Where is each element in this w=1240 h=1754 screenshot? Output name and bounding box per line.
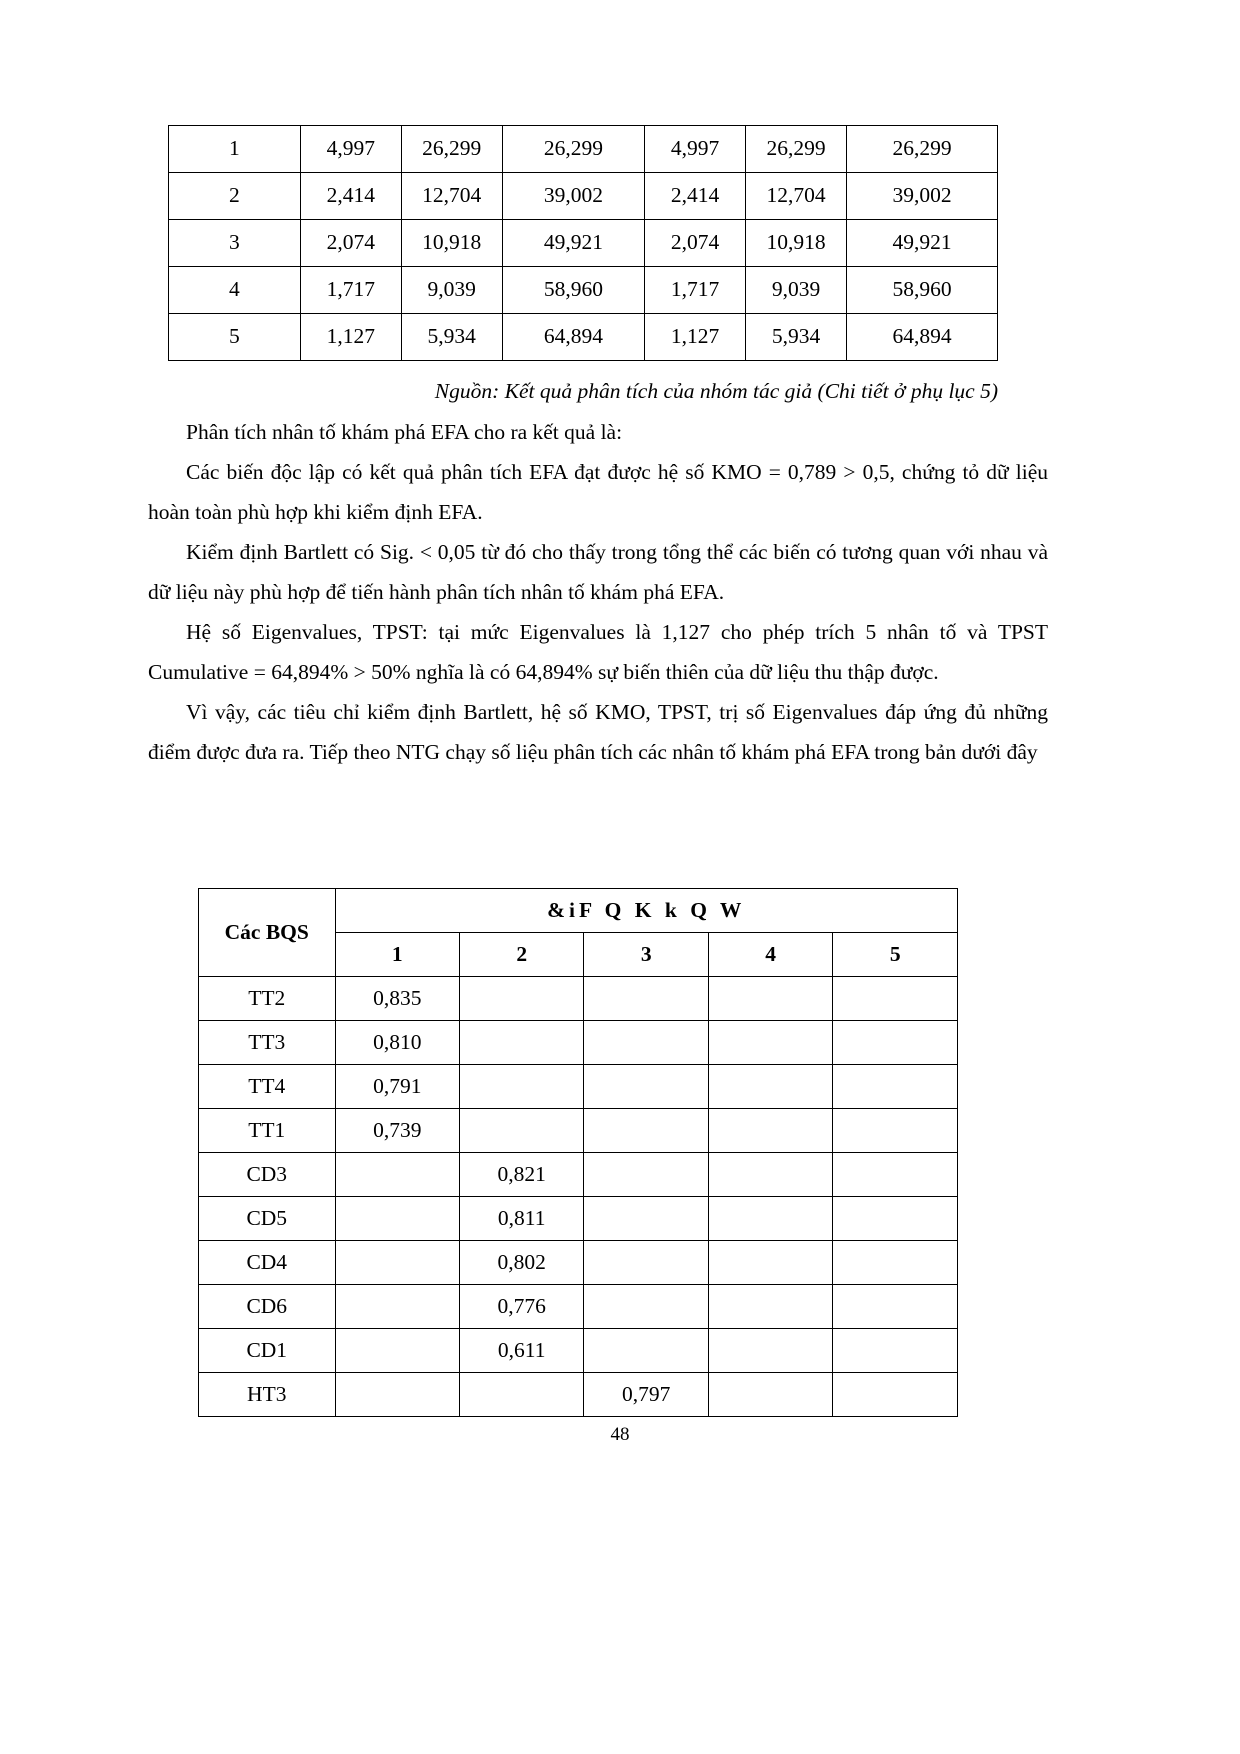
cell-loading-5 [833,1153,958,1197]
cell-extraction-cumulative: 39,002 [847,173,998,220]
cell-initial-variance: 12,704 [401,173,502,220]
cell-loading-4 [708,1153,832,1197]
cell-loading-3 [584,1285,708,1329]
cell-variable-label: CD1 [199,1329,336,1373]
cell-initial-total: 4,997 [300,126,401,173]
header-row-label: Các BQS [199,889,336,977]
paragraph-intro: Phân tích nhân tố khám phá EFA cho ra kết quả là: [186,420,623,444]
cell-extraction-total: 1,717 [645,267,746,314]
cell-loading-2 [459,1065,583,1109]
cell-initial-variance: 26,299 [401,126,502,173]
cell-extraction-total: 2,414 [645,173,746,220]
table-row [199,1329,958,1373]
table-row [199,1197,958,1241]
cell-initial-cumulative: 64,894 [502,314,644,361]
cell-variable-label: TT2 [199,977,336,1021]
cell-loading-5 [833,1065,958,1109]
matrix-table-head [199,889,958,977]
table-row [169,220,998,267]
eigenvalue-table [168,125,998,361]
cell-variable-label: TT1 [199,1109,336,1153]
table-row [199,1285,958,1329]
cell-extraction-cumulative: 58,960 [847,267,998,314]
cell-loading-2: 0,811 [459,1197,583,1241]
header-factor-3: 3 [584,933,708,977]
cell-loading-2 [459,1021,583,1065]
cell-loading-5 [833,977,958,1021]
cell-initial-total: 1,717 [300,267,401,314]
cell-loading-1 [335,1241,459,1285]
cell-initial-cumulative: 49,921 [502,220,644,267]
cell-extraction-variance: 9,039 [746,267,847,314]
cell-extraction-total: 4,997 [645,126,746,173]
cell-loading-4 [708,1109,832,1153]
table-row [199,1241,958,1285]
cell-loading-2 [459,1373,583,1417]
cell-loading-1: 0,739 [335,1109,459,1153]
cell-variable-label: HT3 [199,1373,336,1417]
cell-loading-5 [833,1021,958,1065]
cell-loading-3 [584,1021,708,1065]
cell-loading-3 [584,1065,708,1109]
cell-loading-2: 0,611 [459,1329,583,1373]
cell-initial-variance: 5,934 [401,314,502,361]
cell-extraction-cumulative: 26,299 [847,126,998,173]
cell-loading-2 [459,977,583,1021]
cell-loading-5 [833,1373,958,1417]
cell-loading-1 [335,1153,459,1197]
cell-loading-5 [833,1197,958,1241]
table-row [199,1109,958,1153]
cell-loading-4 [708,1065,832,1109]
cell-variable-label: TT4 [199,1065,336,1109]
cell-index: 3 [169,220,301,267]
cell-loading-3: 0,797 [584,1373,708,1417]
cell-loading-5 [833,1329,958,1373]
cell-initial-variance: 10,918 [401,220,502,267]
cell-index: 4 [169,267,301,314]
cell-initial-total: 2,074 [300,220,401,267]
cell-loading-3 [584,1197,708,1241]
paragraph-kmo: Các biến độc lập có kết quả phân tích EFA đạt được hệ số KMO = 0,789 > 0,5, chứng tỏ dữ liệu hoàn toàn phù hợp khi kiểm định EFA. [148,460,1048,524]
cell-variable-label: TT3 [199,1021,336,1065]
cell-extraction-cumulative: 49,921 [847,220,998,267]
header-factor-1: 1 [335,933,459,977]
cell-loading-4 [708,1373,832,1417]
rotated-component-matrix-table [198,888,958,1417]
page-number: 48 [610,1424,630,1445]
cell-index: 1 [169,126,301,173]
header-factor-2: 2 [459,933,583,977]
cell-loading-2 [459,1109,583,1153]
cell-loading-4 [708,1285,832,1329]
cell-loading-2: 0,776 [459,1285,583,1329]
cell-loading-3 [584,977,708,1021]
cell-index: 5 [169,314,301,361]
cell-loading-1: 0,791 [335,1065,459,1109]
cell-extraction-variance: 10,918 [746,220,847,267]
cell-variable-label: CD5 [199,1197,336,1241]
paragraph-eigenvalues: Hệ số Eigenvalues, TPST: tại mức Eigenvalues là 1,127 cho phép trích 5 nhân tố và TPST Cumulative = 64,894% > 50% nghĩa là có 64,894% sự biến thiên của dữ liệu thu thập được. [148,620,1048,684]
cell-loading-5 [833,1285,958,1329]
cell-loading-4 [708,977,832,1021]
cell-extraction-variance: 12,704 [746,173,847,220]
table-row [199,977,958,1021]
cell-loading-1: 0,835 [335,977,459,1021]
cell-extraction-total: 1,127 [645,314,746,361]
cell-loading-4 [708,1021,832,1065]
cell-extraction-variance: 5,934 [746,314,847,361]
cell-extraction-total: 2,074 [645,220,746,267]
table-row [199,1065,958,1109]
cell-loading-3 [584,1241,708,1285]
cell-loading-1 [335,1285,459,1329]
paragraph-bartlett: Kiểm định Bartlett có Sig. < 0,05 từ đó cho thấy trong tổng thể các biến có tương quan với nhau và dữ liệu này phù hợp để tiến hành phân tích nhân tố khám phá EFA. [148,540,1048,604]
cell-initial-variance: 9,039 [401,267,502,314]
cell-loading-4 [708,1197,832,1241]
cell-loading-4 [708,1241,832,1285]
cell-loading-3 [584,1109,708,1153]
header-factor-4: 4 [708,933,832,977]
matrix-table-body [199,977,958,1417]
header-factor-5: 5 [833,933,958,977]
cell-initial-cumulative: 58,960 [502,267,644,314]
cell-loading-3 [584,1153,708,1197]
table-row [199,1021,958,1065]
cell-initial-total: 1,127 [300,314,401,361]
table-row [169,173,998,220]
cell-loading-1 [335,1329,459,1373]
cell-variable-label: CD3 [199,1153,336,1197]
table-row [169,126,998,173]
cell-loading-2: 0,802 [459,1241,583,1285]
cell-initial-cumulative: 26,299 [502,126,644,173]
eigenvalue-table-body [169,126,998,361]
cell-variable-label: CD6 [199,1285,336,1329]
cell-variable-label: CD4 [199,1241,336,1285]
cell-loading-3 [584,1329,708,1373]
cell-loading-5 [833,1241,958,1285]
cell-extraction-cumulative: 64,894 [847,314,998,361]
table-row [169,314,998,361]
table-row [199,1373,958,1417]
cell-initial-cumulative: 39,002 [502,173,644,220]
cell-extraction-variance: 26,299 [746,126,847,173]
header-component-group: &iF Q K k Q W [335,889,957,933]
table-row [199,1153,958,1197]
cell-loading-5 [833,1109,958,1153]
cell-initial-total: 2,414 [300,173,401,220]
table-header-row-group [199,889,958,933]
cell-loading-1: 0,810 [335,1021,459,1065]
cell-loading-2: 0,821 [459,1153,583,1197]
paragraph-conclusion: Vì vậy, các tiêu chỉ kiểm định Bartlett, hệ số KMO, TPST, trị số Eigenvalues đáp ứng đủ những điểm được đưa ra. Tiếp theo NTG chạy số liệu phân tích các nhân tố khám phá EFA trong bản dưới đây [148,700,1048,764]
cell-loading-1 [335,1373,459,1417]
body-text-block [148,412,1048,772]
cell-index: 2 [169,173,301,220]
source-caption: Nguồn: Kết quả phân tích của nhóm tác giả (Chi tiết ở phụ lục 5) [434,379,998,403]
table-row [169,267,998,314]
cell-loading-1 [335,1197,459,1241]
cell-loading-4 [708,1329,832,1373]
